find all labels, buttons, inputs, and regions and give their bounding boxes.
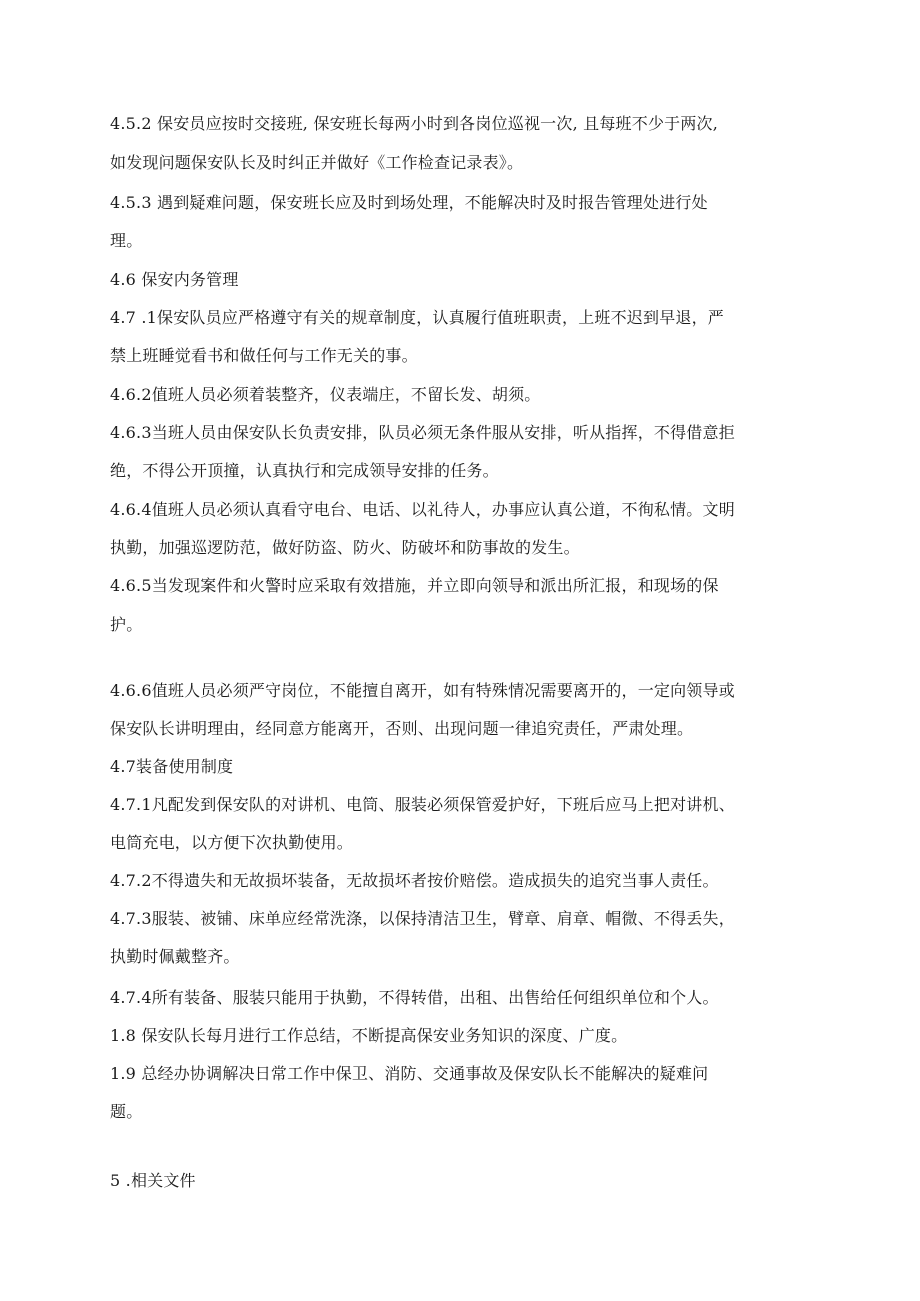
text-line: 电筒充电，以方便下次执勤使用。 — [110, 833, 354, 852]
text-line: 4.6.4值班人员必须认真看守电台、电话、以礼待人，办事应认真公道，不徇私情。文明 — [110, 500, 735, 519]
text-line: 4.5.2 保安员应按时交接班, 保安班长每两小时到各岗位巡视一次, 且每班不少于两次, — [110, 114, 719, 133]
section-heading: 4.7装备使用制度 — [110, 757, 234, 776]
text-line: 4.7.1凡配发到保安队的对讲机、电筒、服装必须保管爱护好，下班后应马上把对讲机、 — [110, 795, 735, 814]
text-line: 理。 — [110, 231, 143, 250]
section-heading: 4.6 保安内务管理 — [110, 270, 239, 289]
text-line: 4.6.5当发现案件和火警时应采取有效措施，并立即向领导和派出所汇报，和现场的保 — [110, 576, 719, 595]
text-line: 如发现问题保安队长及时纠正并做好《工作检查记录表》。 — [110, 153, 524, 172]
text-line: 题。 — [110, 1102, 143, 1121]
text-line: 保安队长讲明理由，经同意方能离开，否则、出现问题一律追究责任，严肃处理。 — [110, 719, 694, 738]
text-line: 4.7.3服装、被铺、床单应经常洗涤，以保持清洁卫生，臂章、肩章、帽微、不得丢失， — [110, 909, 735, 928]
text-line: 护。 — [110, 615, 143, 634]
text-line: 4.7 .1保安队员应严格遵守有关的规章制度，认真履行值班职责，上班不迟到早退，严 — [110, 308, 724, 327]
text-line: 4.5.3 遇到疑难问题，保安班长应及时到场处理，不能解决时及时报告管理处进行处 — [110, 193, 708, 212]
text-line: 1.8 保安队长每月进行工作总结，不断提高保安业务知识的深度、广度。 — [110, 1026, 628, 1045]
text-line: 4.7.2不得遗失和无故损坏装备，无故损坏者按价赔偿。造成损失的追究当事人责任。 — [110, 871, 719, 890]
section-heading: 5 .相关文件 — [110, 1171, 196, 1190]
text-line: 4.6.2值班人员必须着装整齐，仪表端庄，不留长发、胡须。 — [110, 385, 541, 404]
text-line: 4.7.4所有装备、服装只能用于执勤，不得转借，出租、出售给任何组织单位和个人。 — [110, 988, 719, 1007]
text-line: 4.6.6值班人员必须严守岗位，不能擅自离开，如有特殊情况需要离开的，一定向领导或 — [110, 681, 735, 700]
text-line: 禁上班睡觉看书和做任何与工作无关的事。 — [110, 346, 418, 365]
text-line: 执勤，加强巡逻防范，做好防盗、防火、防破坏和防事故的发生。 — [110, 538, 580, 557]
text-line: 执勤时佩戴整齐。 — [110, 947, 240, 966]
text-line: 4.6.3当班人员由保安队长负责安排，队员必须无条件服从安排，听从指挥，不得借意拒 — [110, 423, 735, 442]
text-line: 1.9 总经办协调解决日常工作中保卫、消防、交通事故及保安队长不能解决的疑难问 — [110, 1064, 709, 1083]
text-line: 绝，不得公开顶撞，认真执行和完成领导安排的任务。 — [110, 461, 499, 480]
